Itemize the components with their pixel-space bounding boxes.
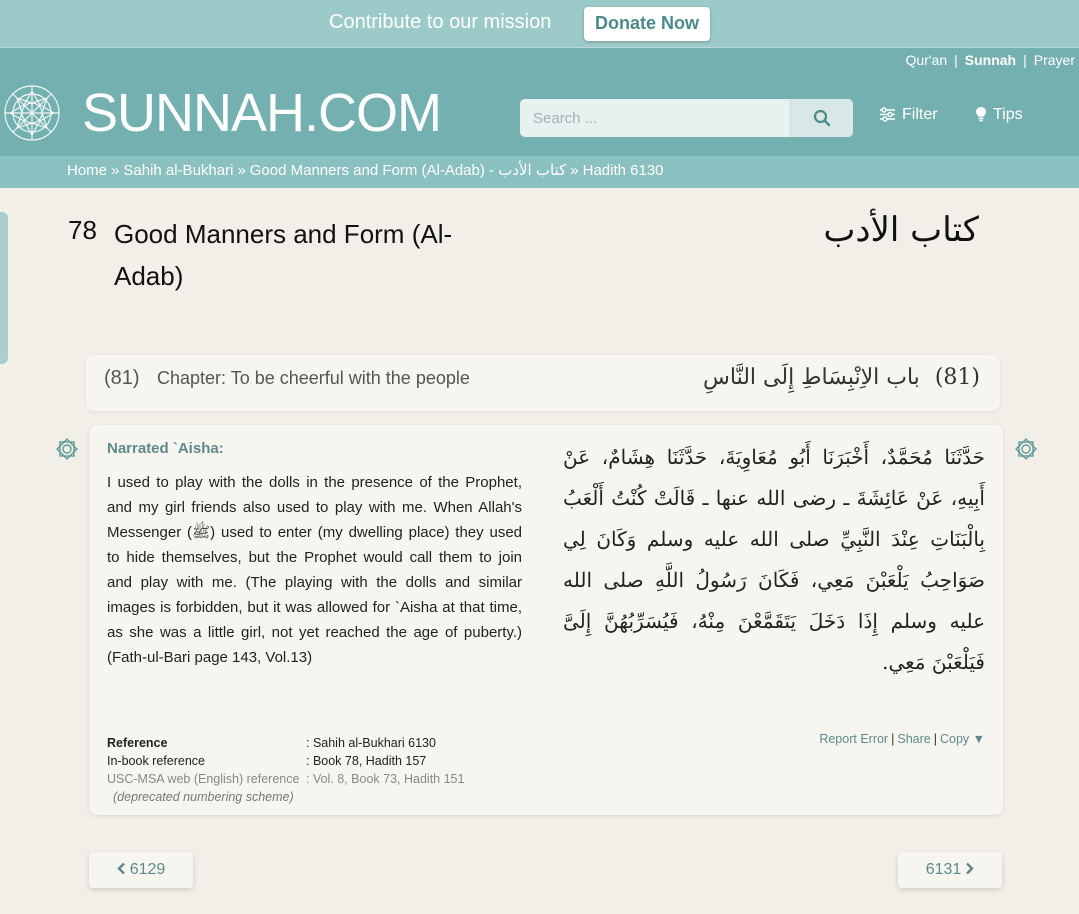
sliders-icon: [879, 107, 896, 122]
filter-label: Filter: [902, 106, 938, 123]
search-icon: [813, 109, 831, 127]
star-ornament-icon: [54, 436, 80, 462]
breadcrumb-hadith: Hadith 6130: [582, 162, 664, 179]
deprecated-note: (deprecated numbering scheme): [113, 790, 294, 804]
hadith-actions: [819, 732, 985, 746]
usc-msa-reference-row: [107, 770, 507, 788]
top-links: [906, 52, 1075, 68]
star-ornament-icon: [1013, 436, 1039, 462]
reference-table: [107, 734, 507, 806]
tips-button[interactable]: [975, 106, 1023, 124]
book-title-arabic: كتاب الأدب: [823, 210, 979, 250]
reference-row: [107, 734, 507, 752]
chapter-title-arabic: باب الاِنْبِسَاطِ إِلَى النَّاسِ: [703, 365, 920, 390]
inbook-reference-value: : Book 78, Hadith 157: [306, 754, 427, 768]
copy-dropdown[interactable]: Copy ▼: [939, 732, 985, 746]
lightbulb-icon: [975, 106, 987, 122]
hadith-english-text: I used to play with the dolls in the presence of the Prophet, and my girl friends also used to play with me. When Allah's Messenger (ﷺ) used to enter (my dwelling place) they used to hide themselves, but the Prophet would call them to join and play with me. (The playing with the dolls and similar images is forbidden, but it was allowed for `Aisha at that time, as she was a little girl, not yet reached the age of puberty.) (Fath-ul-Bari page 143, Vol.13): [107, 474, 523, 666]
inbook-reference-label: In-book reference: [107, 754, 205, 768]
chapter-number: (81): [104, 367, 140, 389]
prev-hadith-number: 6129: [129, 861, 166, 878]
usc-msa-reference-label: USC-MSA web (English) reference: [107, 772, 300, 786]
breadcrumb-separator: »: [570, 162, 579, 179]
breadcrumb-separator: »: [237, 162, 246, 179]
sunnah-link[interactable]: Sunnah: [964, 52, 1017, 68]
breadcrumb-collection[interactable]: Sahih al-Bukhari: [123, 162, 234, 179]
chapter-number-arabic: (81): [934, 365, 980, 390]
prev-hadith-button[interactable]: [89, 852, 193, 888]
breadcrumb: [67, 161, 664, 179]
hadith-arabic-text: حَدَّثَنَا مُحَمَّدٌ، أَخْبَرَنَا أَبُو مُعَاوِيَةَ، حَدَّثَنَا هِشَامٌ، عَنْ أَبِيهِ، عَنْ عَائِشَةَ ـ رضى الله عنها ـ قَالَتْ كُنْتُ أَلْعَبُ بِالْبَنَاتِ عِنْدَ النَّبِيِّ صلى الله عليه وسلم وَكَانَ لِي صَوَاحِبُ يَلْعَبْنَ مَعِي، فَكَانَ رَسُولُ اللَّهِ صلى الله عليه وسلم إِذَا دَخَلَ يَتَقَمَّعْنَ مِنْهُ، فَيُسَرِّبُهُنَّ إِلَىَّ فَيَلْعَبْنَ مَعِي.: [563, 445, 985, 674]
book-number: 78: [68, 215, 97, 245]
search-button[interactable]: [790, 99, 853, 137]
breadcrumb-separator: »: [111, 162, 120, 179]
separator: |: [933, 732, 937, 746]
breadcrumb-home[interactable]: Home: [67, 162, 108, 179]
report-error-link[interactable]: Report Error: [819, 732, 889, 746]
prayer-link[interactable]: Prayer: [1033, 52, 1075, 68]
usc-msa-reference-value: : Vol. 8, Book 73, Hadith 151: [306, 772, 465, 786]
share-link[interactable]: Share: [897, 732, 931, 746]
inbook-reference-row: [107, 752, 507, 770]
logo-icon[interactable]: [2, 83, 62, 143]
site-logo-text[interactable]: SUNNAH.COM: [82, 83, 442, 143]
chevron-left-icon: [117, 862, 126, 875]
search-box: [520, 99, 853, 137]
next-hadith-button[interactable]: [898, 852, 1002, 888]
filter-button[interactable]: [879, 106, 938, 124]
chapter-title: Chapter: To be cheerful with the people: [157, 368, 470, 388]
search-input[interactable]: [520, 99, 790, 137]
chapter-card: [86, 355, 1000, 411]
breadcrumb-bar: [0, 156, 1079, 188]
next-hadith-number: 6131: [925, 861, 962, 878]
separator: |: [891, 732, 895, 746]
site-header: [0, 48, 1079, 156]
donate-button[interactable]: Donate Now: [584, 7, 710, 41]
separator: |: [954, 52, 958, 68]
reference-label: Reference: [107, 736, 168, 750]
tips-label: Tips: [993, 106, 1023, 123]
book-title: Good Manners and Form (Al-Adab): [114, 219, 453, 291]
mission-banner: [0, 0, 1079, 48]
breadcrumb-book[interactable]: Good Manners and Form (Al-Adab) - كتاب الأدب: [249, 162, 567, 179]
side-panel-tab[interactable]: [0, 212, 8, 364]
chevron-right-icon: [965, 862, 974, 875]
hadith-card: [89, 425, 1003, 815]
hadith-narrator: Narrated `Aisha:: [107, 440, 224, 457]
chapter-title-arabic-wrap: [703, 365, 980, 390]
separator: |: [1023, 52, 1027, 68]
mission-text: Contribute to our mission: [329, 11, 552, 33]
quran-link[interactable]: Qur'an: [905, 52, 948, 68]
reference-value: : Sahih al-Bukhari 6130: [306, 736, 436, 750]
